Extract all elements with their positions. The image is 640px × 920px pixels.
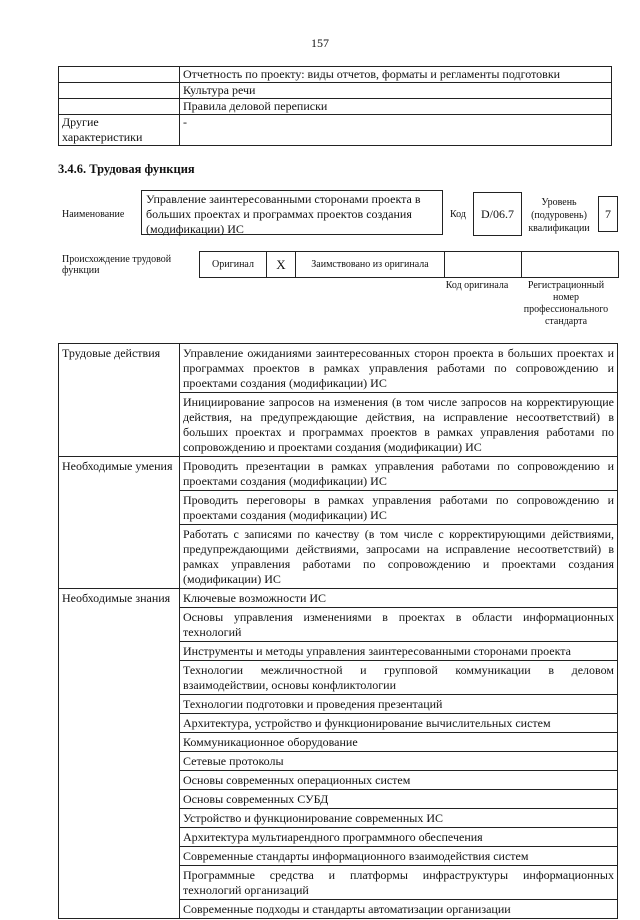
table-row: [59, 457, 618, 491]
origin-label: Происхождение трудовой функции: [62, 254, 172, 276]
table-cell: Программные средства и платформы инфраструктуры информационных технологий организаций: [180, 866, 618, 900]
code-label: Код: [450, 209, 466, 220]
table-cell: Технологии межличностной и групповой коммуникации в деловом взаимодействии, основы конфликтологии: [180, 661, 618, 695]
level-value-box: 7: [598, 196, 618, 232]
table-cell-label: [59, 83, 180, 99]
table-cell: Правила деловой переписки: [180, 99, 612, 115]
top-table: [58, 66, 612, 146]
table-cell: Отчетность по проекту: виды отчетов, форматы и регламенты подготовки: [180, 67, 612, 83]
section-title: 3.4.6. Трудовая функция: [58, 162, 195, 176]
origin-table: [199, 251, 619, 278]
labor-actions-label: Трудовые действия: [59, 344, 180, 457]
original-mark: X: [267, 252, 296, 278]
skills-label: Необходимые умения: [59, 457, 180, 589]
table-cell: Культура речи: [180, 83, 612, 99]
table-cell-label: [59, 67, 180, 83]
table-cell: Проводить переговоры в рамках управления работами по сопровождению и проектами создания (модификации) ИС: [180, 491, 618, 525]
table-row: [200, 252, 619, 278]
table-cell: Современные подходы и стандарты автоматизации организации: [180, 900, 618, 919]
knowledge-label: Необходимые знания: [59, 589, 180, 919]
level-label: Уровень (подуровень) квалификации: [528, 197, 590, 234]
table-cell: Инструменты и методы управления заинтересованными сторонами проекта: [180, 642, 618, 661]
borrowed-label: Заимствовано из оригинала: [296, 252, 445, 278]
table-cell: Архитектура мультиарендного программного обеспечения: [180, 828, 618, 847]
table-cell: Инициирование запросов на изменения (в том числе запросов на корректирующие действия, на предупреждающие действия, на исправление несоответствий) в больших проектах и программах проектов в рамках управления работами по сопровождению и проектами создания (модификации) ИС: [180, 393, 618, 457]
table-row: [59, 99, 612, 115]
code-original-cell: [445, 252, 522, 278]
reg-number-label: Регистрационный номер профессионального стандарта: [523, 280, 609, 327]
table-cell: Основы современных операционных систем: [180, 771, 618, 790]
reg-number-cell: [522, 252, 619, 278]
table-cell: Технологии подготовки и проведения презентаций: [180, 695, 618, 714]
table-cell: Современные стандарты информационного взаимодействия систем: [180, 847, 618, 866]
table-cell: Работать с записями по качеству (в том числе с корректирующими действиями, предупреждающими действиями, запросами на исправление несоответствий) в рамках управления работами по сопровождению и проектами создания (модификации) ИС: [180, 525, 618, 589]
table-row: [59, 67, 612, 83]
original-label: Оригинал: [200, 252, 267, 278]
page-number: 157: [311, 36, 329, 50]
function-name-box: Управление заинтересованными сторонами проекта в больших проектах и программах проектов создания (модификации) ИС: [141, 190, 443, 235]
table-row: [59, 115, 612, 146]
main-table: [58, 343, 618, 919]
table-cell: Управление ожиданиями заинтересованных сторон проекта в больших проектах и программах проектов в рамках управления работами по сопровождению и проектами создания (модификации) ИС: [180, 344, 618, 393]
table-row: [59, 344, 618, 393]
table-cell: Основы управления изменениями в проектах в области информационных технологий: [180, 608, 618, 642]
table-cell: Коммуникационное оборудование: [180, 733, 618, 752]
name-label: Наименование: [62, 209, 125, 220]
code-original-label: Код оригинала: [445, 280, 509, 291]
table-row: [59, 83, 612, 99]
table-cell: Проводить презентации в рамках управления работами по сопровождению и проектами создания (модификации) ИС: [180, 457, 618, 491]
table-cell: Устройство и функционирование современных ИС: [180, 809, 618, 828]
table-cell: Сетевые протоколы: [180, 752, 618, 771]
table-row: [59, 589, 618, 608]
other-characteristics-value: -: [180, 115, 612, 146]
table-cell: Основы современных СУБД: [180, 790, 618, 809]
table-cell: Архитектура, устройство и функционирование вычислительных систем: [180, 714, 618, 733]
table-cell: Ключевые возможности ИС: [180, 589, 618, 608]
other-characteristics-label: Другие характеристики: [59, 115, 180, 146]
function-code-box: D/06.7: [473, 192, 522, 236]
table-cell-label: [59, 99, 180, 115]
